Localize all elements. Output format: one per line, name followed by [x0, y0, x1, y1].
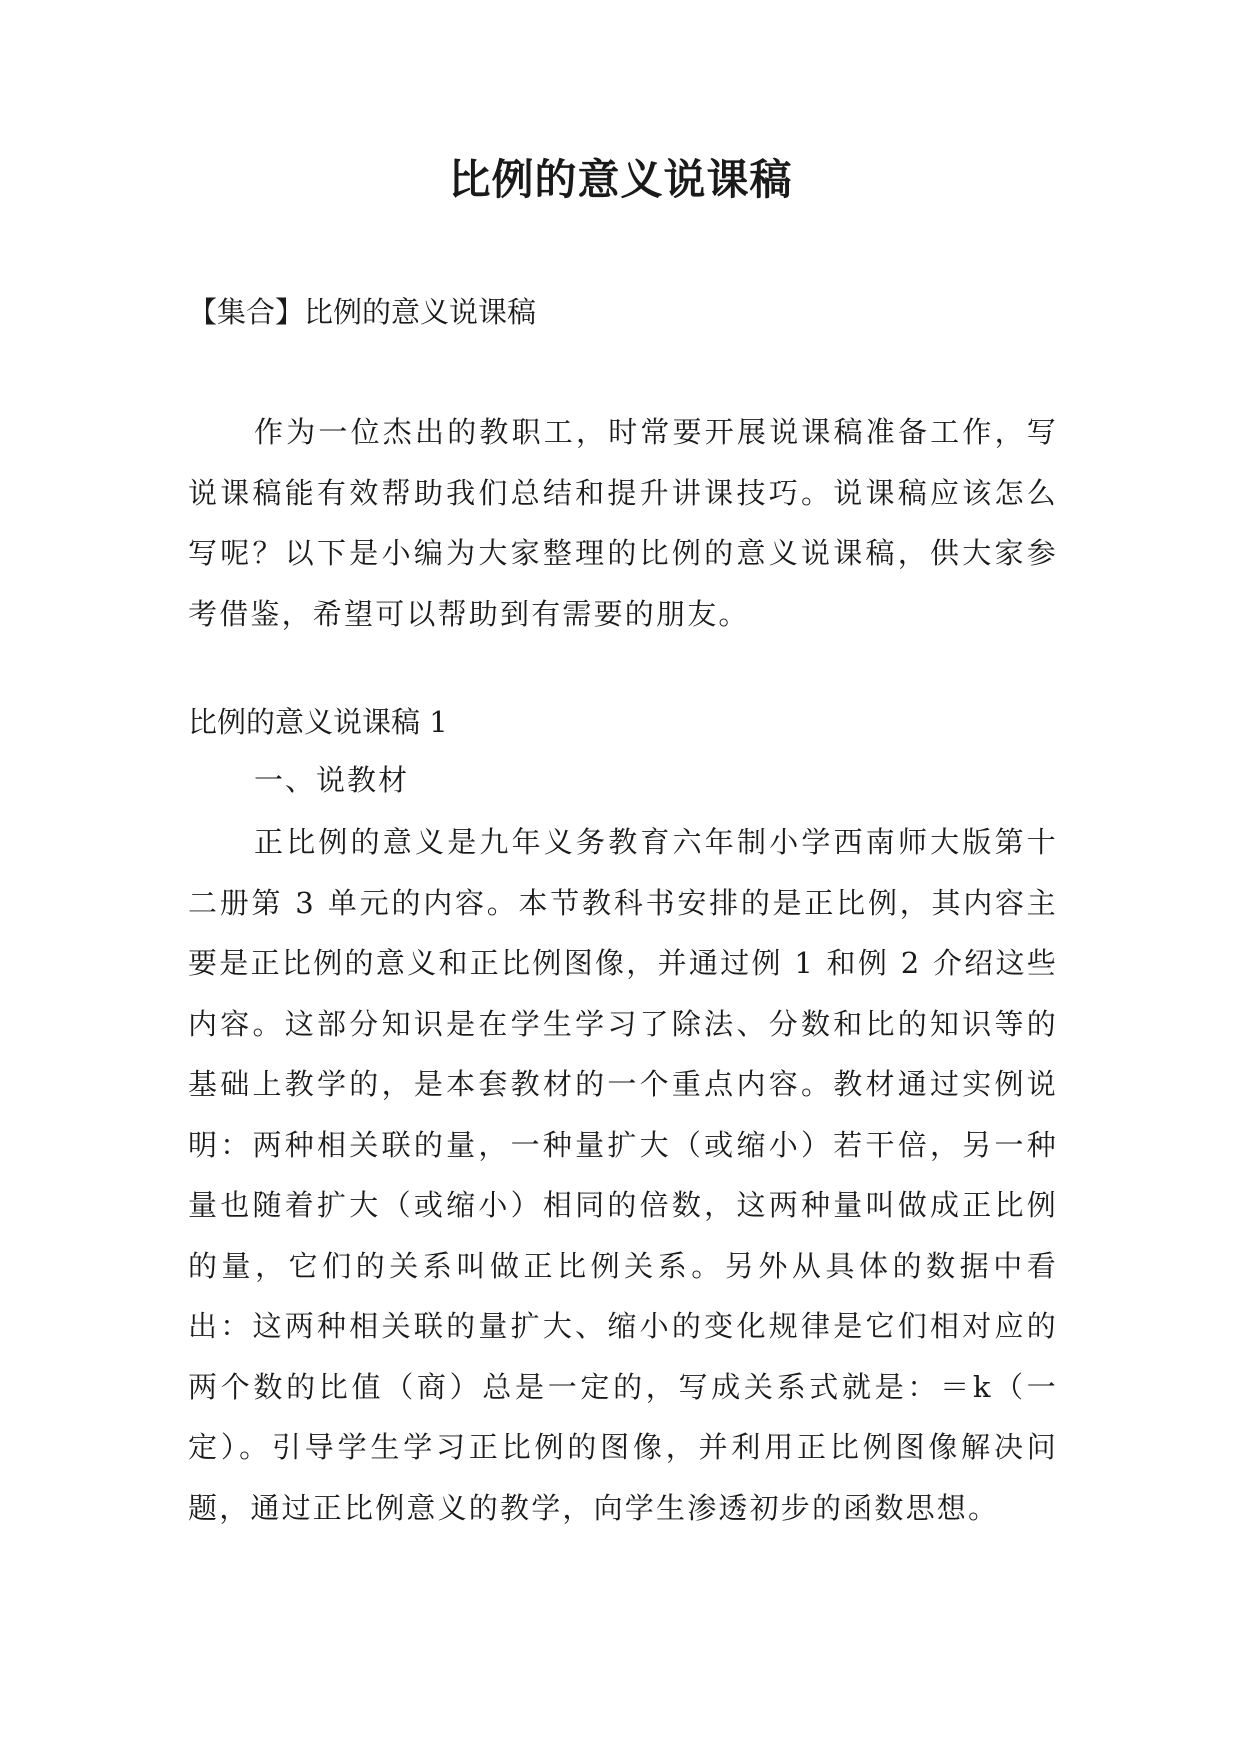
- intro-paragraph: 作为一位杰出的教职工，时常要开展说课稿准备工作，写说课稿能有效帮助我们总结和提升讲课技巧。说课稿应该怎么写呢？以下是小编为大家整理的比例的意义说课稿，供大家参考借鉴，希望可以帮助到有需要的朋友。: [188, 415, 1058, 631]
- section-title: 比例的意义说课稿 1: [188, 705, 448, 739]
- document-title: 比例的意义说课稿: [448, 155, 793, 204]
- document-subtitle: 【集合】比例的意义说课稿: [188, 295, 537, 329]
- content-paragraph: 正比例的意义是九年义务教育六年制小学西南师大版第十二册第 3 单元的内容。本节教科书安排的是正比例，其内容主要是正比例的意义和正比例图像，并通过例 1 和例 2 介绍这些内容。这部分知识是在学生学习了除法、分数和比的知识等的基础上教学的，是本套教材的一个重点内容。教材通过实例说明：两种相关联的量，一种量扩大（或缩小）若干倍，另一种量也随着扩大（或缩小）相同的倍数，这两种量叫做成正比例的量，它们的关系叫做正比例关系。另外从具体的数据中看出：这两种相关联的量扩大、缩小的变化规律是它们相对应的两个数的比值（商）总是一定的，写成关系式就是：＝k（一定）。引导学生学习正比例的图像，并利用正比例图像解决问题，通过正比例意义的教学，向学生渗透初步的函数思想。: [188, 825, 1058, 1525]
- sub-heading: 一、说教材: [254, 763, 410, 797]
